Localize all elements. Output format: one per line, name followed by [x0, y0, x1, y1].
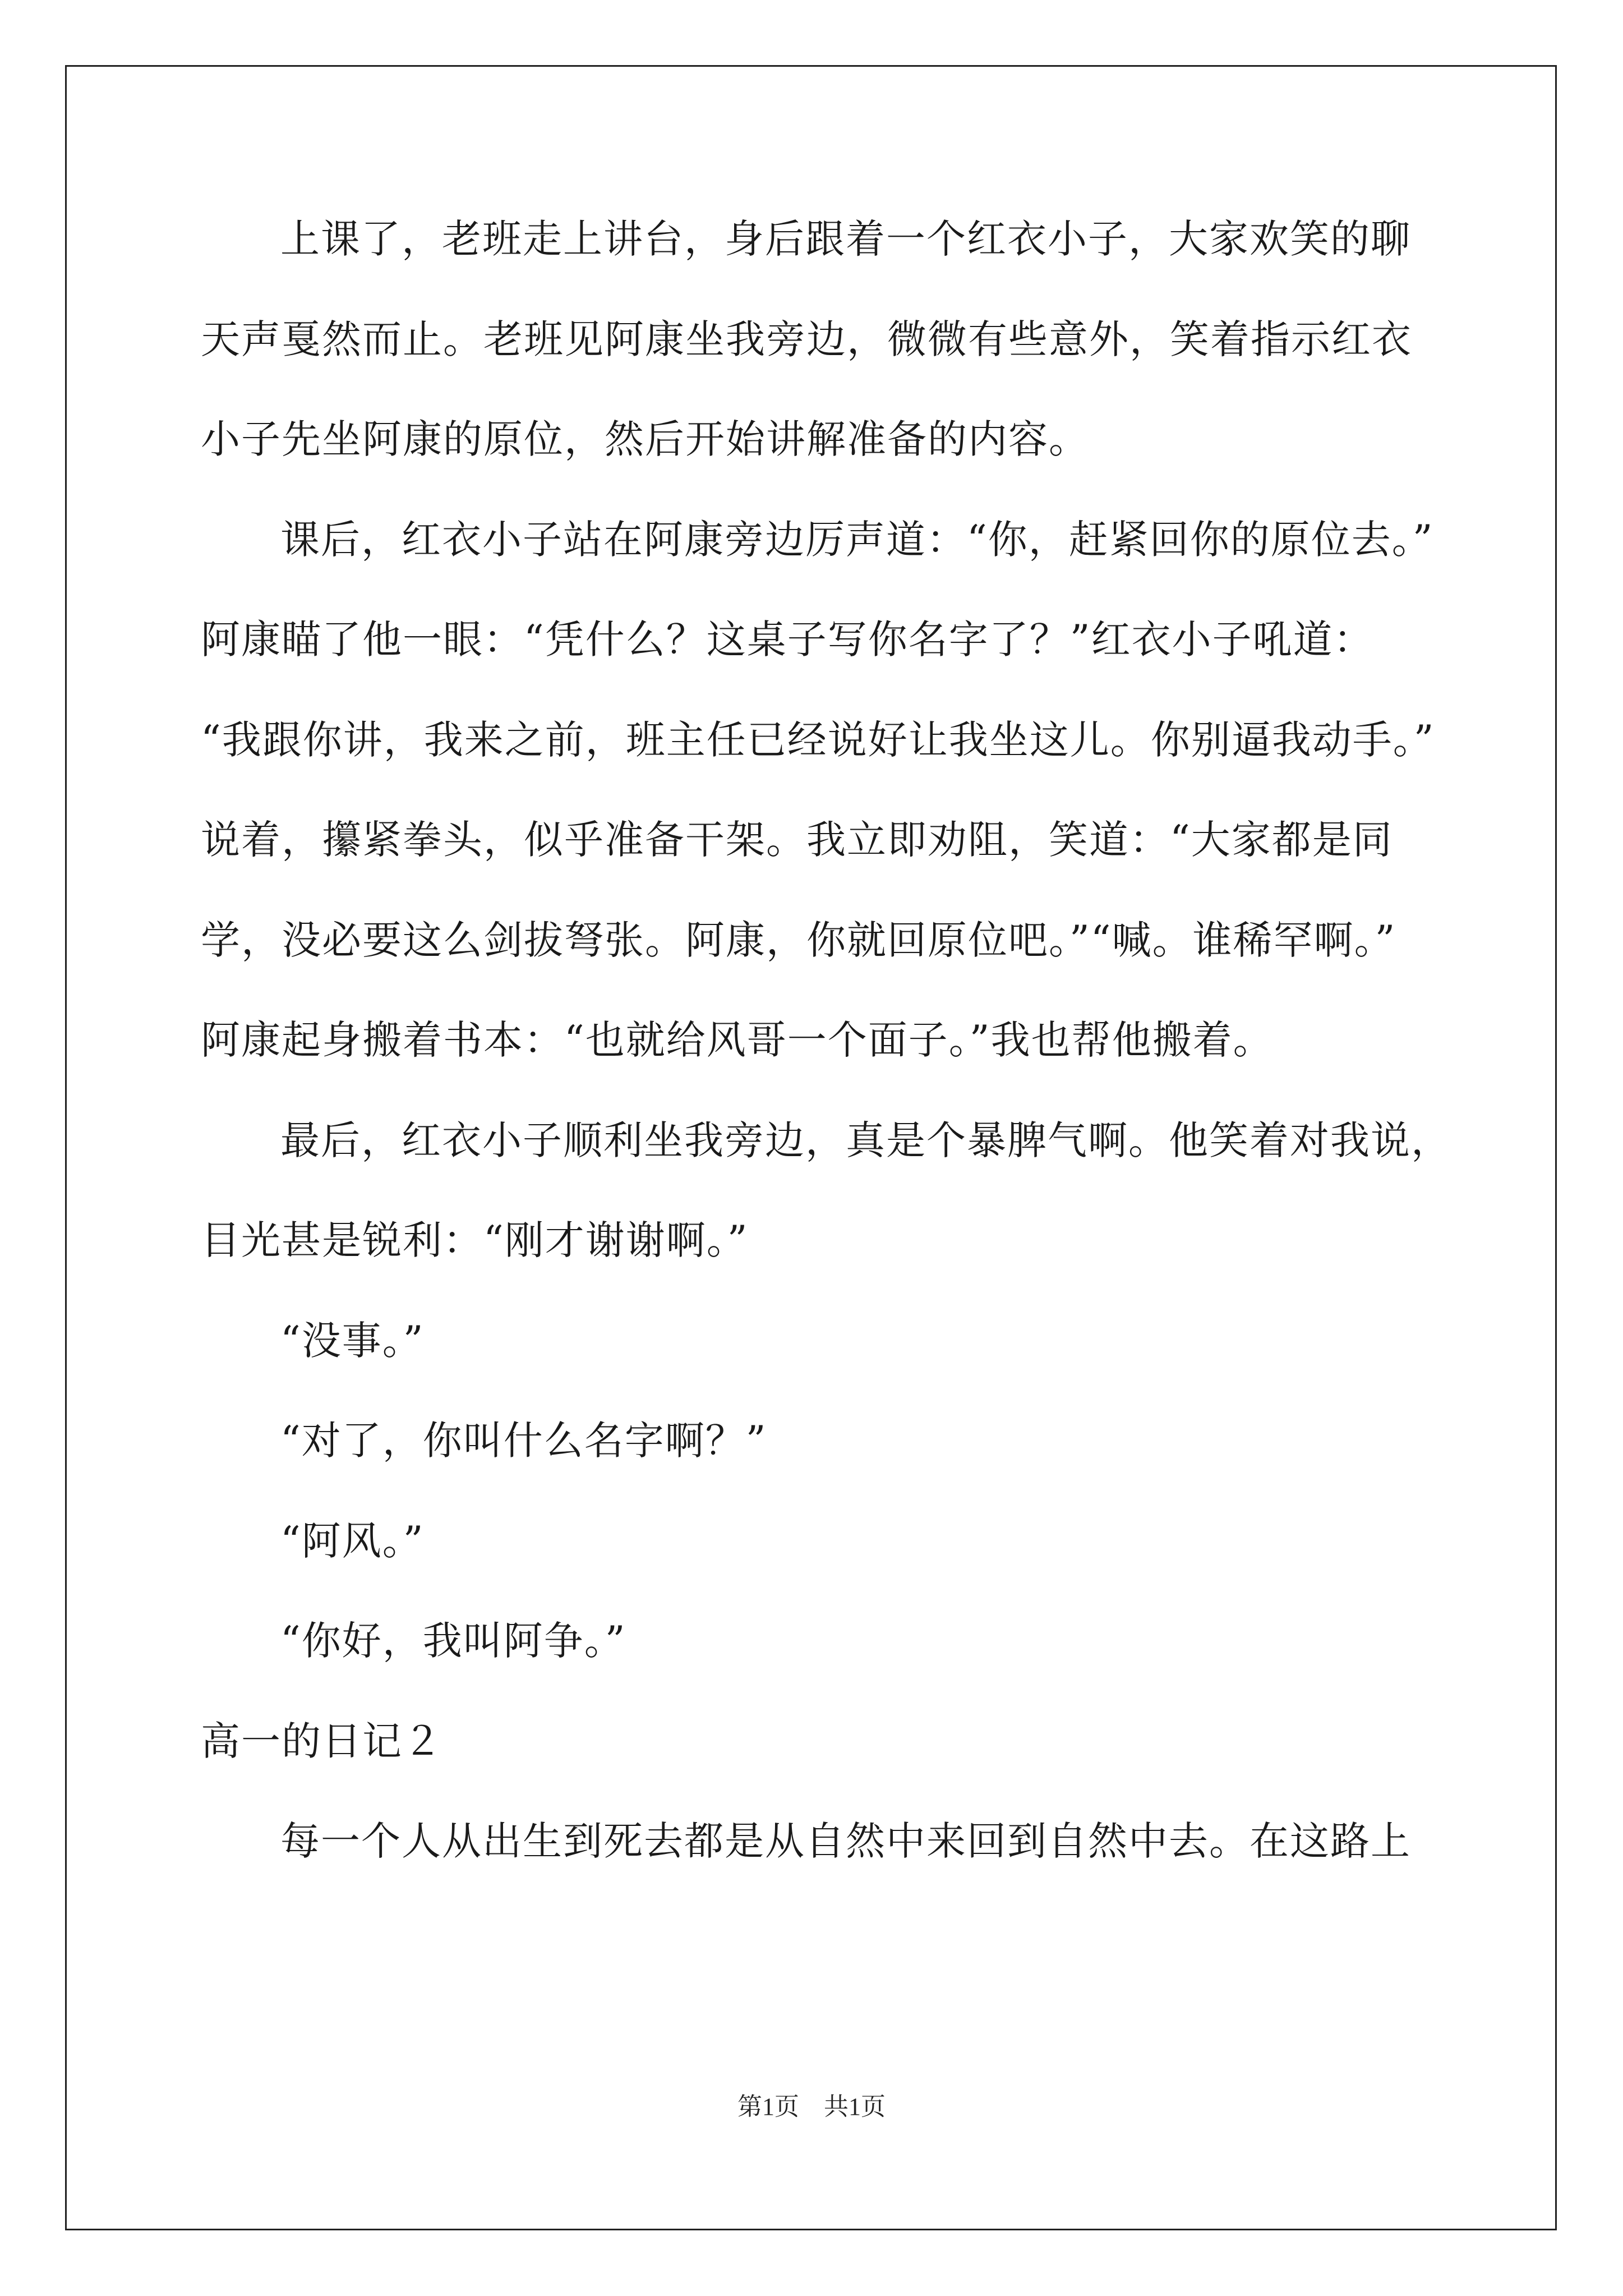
paragraph-line: 上课了，老班走上讲台，身后跟着一个红衣小子，大家欢笑的聊	[280, 216, 1411, 262]
paragraph-line: 天声戛然而止。老班见阿康坐我旁边，微微有些意外，笑着指示红衣	[201, 316, 1412, 362]
paragraph-line: 每一个人从出生到死去都是从自然中来回到自然中去。在这路上	[280, 1818, 1411, 1864]
paragraph-line: 阿康瞄了他一眼：“凭什么？这桌子写你名字了？”红衣小子吼道：	[201, 616, 1374, 662]
paragraph-line: 小子先坐阿康的原位，然后开始讲解准备的内容。	[201, 416, 1089, 462]
section-heading: 高一的日记２	[201, 1718, 443, 1764]
page-number: 第1页 共1页	[737, 2093, 886, 2120]
paragraph-line: 说着，攥紧拳头，似乎准备干架。我立即劝阻，笑道：“大家都是同	[201, 817, 1393, 863]
dialogue-line: “对了，你叫什么名字啊？”	[280, 1418, 767, 1464]
paragraph-line: “我跟你讲，我来之前，班主任已经说好让我坐这儿。你别逼我动手。”	[201, 716, 1435, 763]
paragraph-line: 学，没必要这么剑拔弩张。阿康，你就回原位吧。”“喊。谁稀罕啊。”	[201, 917, 1396, 963]
paragraph-line: 目光甚是锐利：“刚才谢谢啊。”	[201, 1217, 749, 1263]
dialogue-line: “阿风。”	[280, 1517, 425, 1564]
dialogue-line: “没事。”	[280, 1317, 425, 1364]
paragraph-line: 课后，红衣小子站在阿康旁边厉声道：“你，赶紧回你的原位去。”	[280, 516, 1434, 563]
paragraph-line: 阿康起身搬着书本：“也就给风哥一个面子。”我也帮他搬着。	[201, 1017, 1274, 1063]
dialogue-line: “你好，我叫阿争。”	[280, 1618, 626, 1664]
document-body	[201, 211, 1451, 1913]
paragraph-line: 最后，红衣小子顺利坐我旁边，真是个暴脾气啊。他笑着对我说，	[280, 1117, 1451, 1163]
